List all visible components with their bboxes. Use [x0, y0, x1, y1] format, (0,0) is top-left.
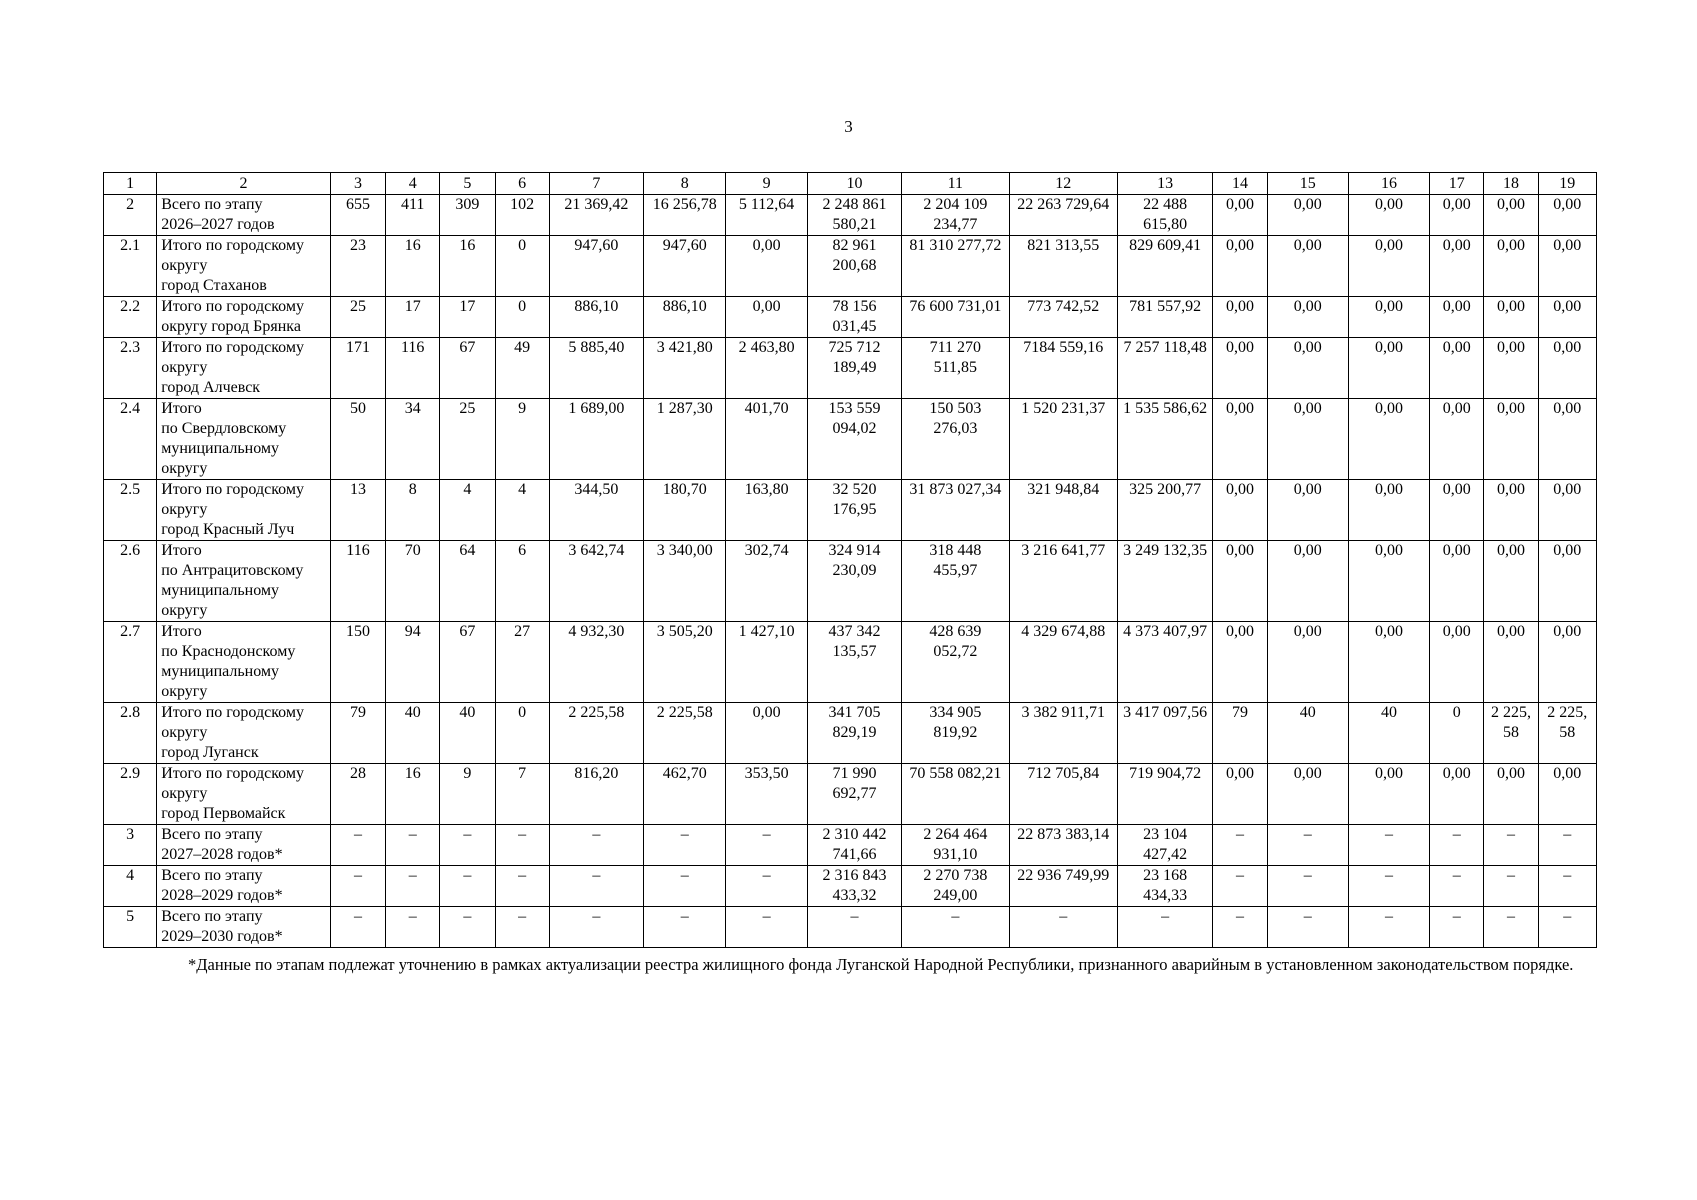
column-number-header: 7	[549, 173, 643, 195]
value-cell: 3 417 097,56	[1117, 703, 1212, 764]
row-name-cell: Итого по городскому округу город Алчевск	[157, 338, 331, 399]
value-cell: –	[1348, 825, 1429, 866]
value-cell: 437 342 135,57	[807, 622, 901, 703]
value-cell: –	[1267, 866, 1348, 907]
value-cell: 324 914 230,09	[807, 541, 901, 622]
value-cell: –	[386, 866, 440, 907]
value-cell: 1 689,00	[549, 399, 643, 480]
value-cell: 21 369,42	[549, 195, 643, 236]
table-row	[104, 907, 1597, 948]
value-cell: 821 313,55	[1009, 236, 1117, 297]
value-cell: –	[1538, 825, 1596, 866]
value-cell: 0,00	[1538, 541, 1596, 622]
value-cell: 2 264 464 931,10	[902, 825, 1009, 866]
value-cell: –	[1213, 866, 1267, 907]
value-cell: 79	[1213, 703, 1267, 764]
value-cell: 0,00	[1348, 480, 1429, 541]
value-cell: 7 257 118,48	[1117, 338, 1212, 399]
value-cell: 0,00	[1430, 480, 1484, 541]
value-cell: 0,00	[1213, 236, 1267, 297]
value-cell: 0,00	[1430, 236, 1484, 297]
value-cell: –	[440, 825, 495, 866]
value-cell: –	[726, 825, 807, 866]
value-cell: 0,00	[1484, 236, 1538, 297]
value-cell: 153 559 094,02	[807, 399, 901, 480]
value-cell: 2 316 843 433,32	[807, 866, 901, 907]
value-cell: 3 340,00	[644, 541, 726, 622]
value-cell: 0,00	[1538, 338, 1596, 399]
value-cell: 719 904,72	[1117, 764, 1212, 825]
value-cell: 0,00	[1213, 195, 1267, 236]
value-cell: 94	[386, 622, 440, 703]
value-cell: 16	[386, 764, 440, 825]
value-cell: 0,00	[1267, 236, 1348, 297]
value-cell: –	[330, 825, 385, 866]
value-cell: 81 310 277,72	[902, 236, 1009, 297]
value-cell: 0,00	[1538, 764, 1596, 825]
row-number-cell: 2.3	[104, 338, 157, 399]
value-cell: 0,00	[1267, 338, 1348, 399]
value-cell: 0,00	[1430, 338, 1484, 399]
value-cell: 23 168 434,33	[1117, 866, 1212, 907]
value-cell: 829 609,41	[1117, 236, 1212, 297]
value-cell: 0,00	[726, 236, 807, 297]
value-cell: 50	[330, 399, 385, 480]
value-cell: 4	[495, 480, 549, 541]
value-cell: 4 373 407,97	[1117, 622, 1212, 703]
row-number-cell: 2.6	[104, 541, 157, 622]
value-cell: –	[1348, 907, 1429, 948]
value-cell: 0,00	[1538, 297, 1596, 338]
value-cell: 353,50	[726, 764, 807, 825]
value-cell: 23 104 427,42	[1117, 825, 1212, 866]
row-number-cell: 2.8	[104, 703, 157, 764]
value-cell: 78 156 031,45	[807, 297, 901, 338]
value-cell: 886,10	[549, 297, 643, 338]
value-cell: 116	[330, 541, 385, 622]
column-number-header: 4	[386, 173, 440, 195]
row-name-cell: Итого по городскому округу город Первомайск	[157, 764, 331, 825]
value-cell: 0,00	[1484, 622, 1538, 703]
value-cell: 341 705 829,19	[807, 703, 901, 764]
value-cell: 5 112,64	[726, 195, 807, 236]
value-cell: 6	[495, 541, 549, 622]
value-cell: 16	[386, 236, 440, 297]
value-cell: 2 225,58	[549, 703, 643, 764]
value-cell: 0	[495, 703, 549, 764]
value-cell: 711 270 511,85	[902, 338, 1009, 399]
value-cell: 0,00	[726, 297, 807, 338]
value-cell: 22 936 749,99	[1009, 866, 1117, 907]
row-number-cell: 2.5	[104, 480, 157, 541]
value-cell: –	[549, 907, 643, 948]
column-number-header: 9	[726, 173, 807, 195]
value-cell: –	[386, 825, 440, 866]
column-number-header: 6	[495, 173, 549, 195]
column-number-header: 15	[1267, 173, 1348, 195]
value-cell: –	[1213, 907, 1267, 948]
value-cell: –	[1484, 907, 1538, 948]
value-cell: 2 204 109 234,77	[902, 195, 1009, 236]
value-cell: 0,00	[1348, 399, 1429, 480]
value-cell: 70 558 082,21	[902, 764, 1009, 825]
row-name-cell: Итого по городскому округу город Брянка	[157, 297, 331, 338]
value-cell: –	[644, 825, 726, 866]
table-row	[104, 195, 1597, 236]
value-cell: 27	[495, 622, 549, 703]
column-number-header: 13	[1117, 173, 1212, 195]
value-cell: 0,00	[1484, 195, 1538, 236]
value-cell: 0,00	[1348, 195, 1429, 236]
value-cell: 0,00	[1430, 622, 1484, 703]
value-cell: 0,00	[1348, 541, 1429, 622]
row-number-cell: 3	[104, 825, 157, 866]
value-cell: 2 463,80	[726, 338, 807, 399]
value-cell: 0,00	[1484, 338, 1538, 399]
row-number-cell: 4	[104, 866, 157, 907]
value-cell: 171	[330, 338, 385, 399]
value-cell: 2 225,58	[644, 703, 726, 764]
value-cell: 70	[386, 541, 440, 622]
column-number-header: 2	[157, 173, 331, 195]
value-cell: 0,00	[1267, 297, 1348, 338]
value-cell: 2 310 442 741,66	[807, 825, 901, 866]
value-cell: –	[1430, 907, 1484, 948]
value-cell: 0,00	[1430, 541, 1484, 622]
value-cell: –	[644, 866, 726, 907]
value-cell: 116	[386, 338, 440, 399]
row-name-cell: Итого по Антрацитовскому муниципальному округу	[157, 541, 331, 622]
value-cell: –	[1538, 866, 1596, 907]
value-cell: –	[1430, 866, 1484, 907]
row-number-cell: 2.9	[104, 764, 157, 825]
value-cell: 3 382 911,71	[1009, 703, 1117, 764]
value-cell: –	[495, 866, 549, 907]
value-cell: 947,60	[644, 236, 726, 297]
value-cell: –	[1348, 866, 1429, 907]
value-cell: 5 885,40	[549, 338, 643, 399]
value-cell: 67	[440, 338, 495, 399]
value-cell: 0,00	[1430, 297, 1484, 338]
value-cell: 2 270 738 249,00	[902, 866, 1009, 907]
value-cell: 401,70	[726, 399, 807, 480]
page-number: 3	[844, 117, 853, 136]
value-cell: 9	[495, 399, 549, 480]
value-cell: 3 249 132,35	[1117, 541, 1212, 622]
value-cell: 150	[330, 622, 385, 703]
value-cell: 321 948,84	[1009, 480, 1117, 541]
row-name-cell: Всего по этапу 2026–2027 годов	[157, 195, 331, 236]
table-row	[104, 541, 1597, 622]
value-cell: 2 248 861 580,21	[807, 195, 901, 236]
value-cell: 428 639 052,72	[902, 622, 1009, 703]
column-number-header: 17	[1430, 173, 1484, 195]
table-row	[104, 825, 1597, 866]
value-cell: –	[1484, 825, 1538, 866]
value-cell: 32 520 176,95	[807, 480, 901, 541]
row-name-cell: Всего по этапу 2029–2030 годов*	[157, 907, 331, 948]
value-cell: 0,00	[1348, 622, 1429, 703]
value-cell: 0,00	[1348, 338, 1429, 399]
value-cell: 0,00	[1430, 764, 1484, 825]
table-row	[104, 236, 1597, 297]
value-cell: –	[1430, 825, 1484, 866]
value-cell: 8	[386, 480, 440, 541]
value-cell: 0,00	[1484, 764, 1538, 825]
column-number-header: 18	[1484, 173, 1538, 195]
value-cell: 0,00	[1348, 236, 1429, 297]
value-cell: 28	[330, 764, 385, 825]
value-cell: 7184 559,16	[1009, 338, 1117, 399]
value-cell: 0,00	[1267, 195, 1348, 236]
value-cell: –	[1267, 825, 1348, 866]
value-cell: 0,00	[1213, 399, 1267, 480]
value-cell: 0,00	[1267, 764, 1348, 825]
row-number-cell: 2.1	[104, 236, 157, 297]
column-number-header: 16	[1348, 173, 1429, 195]
value-cell: –	[495, 825, 549, 866]
table-row	[104, 622, 1597, 703]
value-cell: –	[1117, 907, 1212, 948]
column-number-header: 12	[1009, 173, 1117, 195]
value-cell: –	[440, 907, 495, 948]
value-cell: 1 520 231,37	[1009, 399, 1117, 480]
value-cell: 462,70	[644, 764, 726, 825]
value-cell: 0,00	[1538, 399, 1596, 480]
value-cell: –	[386, 907, 440, 948]
value-cell: 0,00	[1213, 541, 1267, 622]
value-cell: 344,50	[549, 480, 643, 541]
value-cell: 3 642,74	[549, 541, 643, 622]
value-cell: –	[330, 907, 385, 948]
value-cell: 0,00	[1484, 399, 1538, 480]
value-cell: 163,80	[726, 480, 807, 541]
column-number-header: 14	[1213, 173, 1267, 195]
value-cell: 0,00	[1348, 764, 1429, 825]
value-cell: 79	[330, 703, 385, 764]
value-cell: 325 200,77	[1117, 480, 1212, 541]
value-cell: 3 216 641,77	[1009, 541, 1117, 622]
value-cell: 0,00	[1213, 338, 1267, 399]
value-cell: 0	[495, 297, 549, 338]
value-cell: –	[440, 866, 495, 907]
value-cell: 25	[440, 399, 495, 480]
value-cell: 0,00	[1213, 622, 1267, 703]
value-cell: 0,00	[1213, 480, 1267, 541]
data-table	[103, 172, 1597, 948]
value-cell: –	[726, 866, 807, 907]
row-name-cell: Всего по этапу 2028–2029 годов*	[157, 866, 331, 907]
column-number-header: 11	[902, 173, 1009, 195]
footnote: *Данные по этапам подлежат уточнению в рамках актуализации реестра жилищного фонда Луганской Народной Республики, признанного аварийным в установленном законодательством порядке.	[188, 955, 1574, 974]
value-cell: 0,00	[1267, 480, 1348, 541]
table-header-row	[104, 173, 1597, 195]
table-row	[104, 866, 1597, 907]
value-cell: 781 557,92	[1117, 297, 1212, 338]
value-cell: 0,00	[1267, 399, 1348, 480]
value-cell: 0,00	[1538, 622, 1596, 703]
row-name-cell: Итого по городскому округу город Стаханов	[157, 236, 331, 297]
value-cell: 411	[386, 195, 440, 236]
table-row	[104, 399, 1597, 480]
value-cell: –	[807, 907, 901, 948]
value-cell: 16 256,78	[644, 195, 726, 236]
value-cell: 3 421,80	[644, 338, 726, 399]
value-cell: 318 448 455,97	[902, 541, 1009, 622]
row-name-cell: Итого по городскому округу город Красный Луч	[157, 480, 331, 541]
value-cell: –	[902, 907, 1009, 948]
value-cell: –	[495, 907, 549, 948]
value-cell: 0,00	[1213, 764, 1267, 825]
value-cell: –	[549, 866, 643, 907]
value-cell: 7	[495, 764, 549, 825]
value-cell: 40	[440, 703, 495, 764]
value-cell: –	[1267, 907, 1348, 948]
table-row	[104, 297, 1597, 338]
value-cell: 82 961 200,68	[807, 236, 901, 297]
row-number-cell: 2.2	[104, 297, 157, 338]
value-cell: 773 742,52	[1009, 297, 1117, 338]
value-cell: 22 873 383,14	[1009, 825, 1117, 866]
value-cell: 0,00	[1267, 622, 1348, 703]
value-cell: 0	[1430, 703, 1484, 764]
value-cell: 0,00	[1484, 541, 1538, 622]
value-cell: 4	[440, 480, 495, 541]
value-cell: 0,00	[1484, 480, 1538, 541]
value-cell: 309	[440, 195, 495, 236]
value-cell: 725 712 189,49	[807, 338, 901, 399]
value-cell: 1 535 586,62	[1117, 399, 1212, 480]
value-cell: 947,60	[549, 236, 643, 297]
value-cell: 16	[440, 236, 495, 297]
row-name-cell: Всего по этапу 2027–2028 годов*	[157, 825, 331, 866]
value-cell: –	[1009, 907, 1117, 948]
value-cell: –	[726, 907, 807, 948]
value-cell: 886,10	[644, 297, 726, 338]
value-cell: 0,00	[1267, 541, 1348, 622]
value-cell: –	[549, 825, 643, 866]
value-cell: 22 488 615,80	[1117, 195, 1212, 236]
value-cell: 150 503 276,03	[902, 399, 1009, 480]
value-cell: 4 329 674,88	[1009, 622, 1117, 703]
value-cell: 0,00	[726, 703, 807, 764]
value-cell: 0	[495, 236, 549, 297]
table-row	[104, 480, 1597, 541]
value-cell: –	[1538, 907, 1596, 948]
table-row	[104, 703, 1597, 764]
row-number-cell: 5	[104, 907, 157, 948]
value-cell: –	[1484, 866, 1538, 907]
value-cell: 334 905 819,92	[902, 703, 1009, 764]
value-cell: 0,00	[1213, 297, 1267, 338]
value-cell: 40	[386, 703, 440, 764]
row-name-cell: Итого по Краснодонскому муниципальному округу	[157, 622, 331, 703]
value-cell: –	[1213, 825, 1267, 866]
value-cell: 3 505,20	[644, 622, 726, 703]
value-cell: 34	[386, 399, 440, 480]
value-cell: 25	[330, 297, 385, 338]
row-number-cell: 2.4	[104, 399, 157, 480]
table-row	[104, 338, 1597, 399]
column-number-header: 8	[644, 173, 726, 195]
value-cell: 67	[440, 622, 495, 703]
value-cell: 49	[495, 338, 549, 399]
value-cell: 816,20	[549, 764, 643, 825]
value-cell: 102	[495, 195, 549, 236]
table-row	[104, 764, 1597, 825]
row-name-cell: Итого по Свердловскому муниципальному округу	[157, 399, 331, 480]
value-cell: 0,00	[1538, 195, 1596, 236]
row-number-cell: 2.7	[104, 622, 157, 703]
value-cell: 17	[440, 297, 495, 338]
value-cell: 0,00	[1538, 236, 1596, 297]
value-cell: 71 990 692,77	[807, 764, 901, 825]
value-cell: –	[644, 907, 726, 948]
value-cell: 1 287,30	[644, 399, 726, 480]
value-cell: 31 873 027,34	[902, 480, 1009, 541]
value-cell: 17	[386, 297, 440, 338]
column-number-header: 5	[440, 173, 495, 195]
value-cell: 712 705,84	[1009, 764, 1117, 825]
column-number-header: 1	[104, 173, 157, 195]
value-cell: 4 932,30	[549, 622, 643, 703]
value-cell: 655	[330, 195, 385, 236]
value-cell: 0,00	[1538, 480, 1596, 541]
column-number-header: 10	[807, 173, 901, 195]
value-cell: 0,00	[1484, 297, 1538, 338]
value-cell: 13	[330, 480, 385, 541]
value-cell: 0,00	[1348, 297, 1429, 338]
value-cell: –	[330, 866, 385, 907]
value-cell: 1 427,10	[726, 622, 807, 703]
value-cell: 40	[1348, 703, 1429, 764]
value-cell: 2 225, 58	[1538, 703, 1596, 764]
value-cell: 22 263 729,64	[1009, 195, 1117, 236]
value-cell: 76 600 731,01	[902, 297, 1009, 338]
column-number-header: 3	[330, 173, 385, 195]
value-cell: 0,00	[1430, 399, 1484, 480]
value-cell: 40	[1267, 703, 1348, 764]
value-cell: 23	[330, 236, 385, 297]
value-cell: 180,70	[644, 480, 726, 541]
value-cell: 2 225, 58	[1484, 703, 1538, 764]
value-cell: 0,00	[1430, 195, 1484, 236]
row-name-cell: Итого по городскому округу город Луганск	[157, 703, 331, 764]
value-cell: 302,74	[726, 541, 807, 622]
column-number-header: 19	[1538, 173, 1596, 195]
row-number-cell: 2	[104, 195, 157, 236]
value-cell: 9	[440, 764, 495, 825]
value-cell: 64	[440, 541, 495, 622]
